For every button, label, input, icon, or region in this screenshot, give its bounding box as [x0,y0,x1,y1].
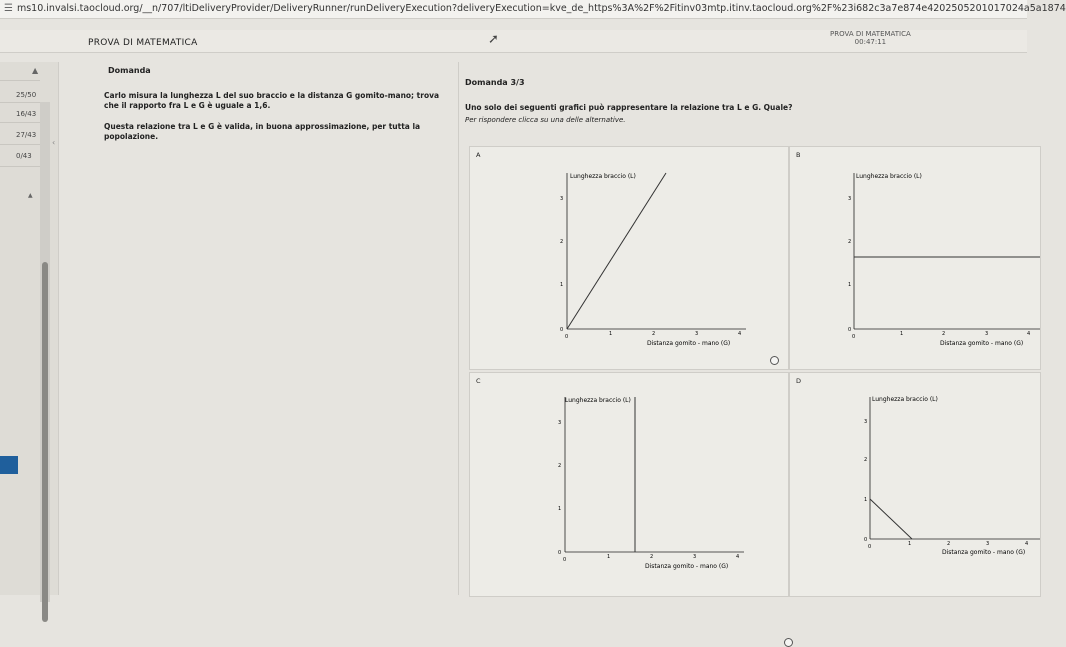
section-navigator [0,62,59,595]
header-info [830,30,911,46]
tick-label-x: 1 [908,541,912,547]
tick-label-x: 2 [652,331,656,337]
test-header [0,30,1027,53]
collapse-panel-icon[interactable]: ‹ [52,138,56,147]
option-b[interactable] [789,146,1041,370]
scroll-up-icon[interactable]: ▲ [28,192,33,199]
question-pane [60,62,450,595]
tick-label-x: 4 [738,331,742,337]
tick-label-x: 4 [1027,331,1031,337]
option-letter: C [476,377,481,385]
graph-c-ylabel: Lunghezza braccio (L) [565,397,631,404]
test-title: PROVA DI MATEMATICA [88,38,198,48]
option-letter: A [476,151,481,159]
question-text-line: Questa relazione tra L e G è valida, in buona approssimazione, per tutta la [104,122,421,131]
graph-b-ylabel: Lunghezza braccio (L) [856,173,922,180]
tick-label-y: 3 [848,196,852,202]
divider [0,102,40,103]
nav-scrollbar[interactable] [40,102,50,602]
tick-label-y: 0 [560,327,564,333]
option-c-radio[interactable] [784,638,793,647]
tick-label-y: 0 [848,327,852,333]
graph-d-xlabel: Distanza gomito - mano (G) [942,549,1026,556]
option-letter: D [796,377,802,385]
graph-c-xlabel: Distanza gomito - mano (G) [645,563,729,570]
tick-label-x: 3 [693,554,697,560]
tick-label-y: 1 [560,282,564,288]
graph-a [470,147,788,369]
scroll-thumb[interactable] [42,262,48,622]
tick-label-y: 1 [558,506,562,512]
tick-label-y: 2 [558,463,562,469]
collapse-up-icon[interactable]: ▲ [32,66,39,75]
tick-label-x: 0 [852,334,856,340]
tick-label-x: 0 [565,334,569,340]
address-bar[interactable] [0,0,1066,19]
graph-b [790,147,1040,369]
answer-instruction: Per rispondere clicca su una delle alternative. [465,116,626,124]
tick-label-x: 2 [942,331,946,337]
option-a-radio[interactable] [770,356,779,365]
tick-label-x: 0 [563,557,567,563]
graph-a-ylabel: Lunghezza braccio (L) [570,173,636,180]
tick-label-x: 4 [736,554,740,560]
tick-label-x: 1 [609,331,613,337]
tick-label-y: 0 [558,550,562,556]
option-a[interactable] [469,146,789,370]
tick-label-x: 3 [986,541,990,547]
tick-label-x: 3 [695,331,699,337]
answer-header: Domanda 3/3 [465,78,525,87]
tick-label-x: 1 [900,331,904,337]
tick-label-y: 2 [864,457,868,463]
tick-label-x: 1 [607,554,611,560]
mouse-cursor-icon: ➚ [488,32,499,47]
tick-label-y: 1 [864,497,868,503]
graph-c [470,373,788,596]
answer-prompt: Uno solo dei seguenti grafici può rappresentare la relazione tra L e G. Quale? [465,103,793,112]
graph-b-xlabel: Distanza gomito - mano (G) [940,340,1024,347]
section-count[interactable]: 27/43 [16,131,37,139]
option-d[interactable] [789,372,1041,597]
header-right-label: PROVA DI MATEMATICA [830,30,911,38]
tick-label-y: 3 [558,420,562,426]
divider [0,122,40,123]
section-count[interactable]: 0/43 [16,152,32,160]
tick-label-x: 2 [947,541,951,547]
tick-label-x: 4 [1025,541,1029,547]
divider [0,80,40,81]
graph-d-ylabel: Lunghezza braccio (L) [872,396,938,403]
answer-pane [458,62,1031,595]
graph-d [790,373,1040,596]
tick-label-x: 2 [650,554,654,560]
option-c[interactable] [469,372,789,597]
url-text[interactable]: ms10.invalsi.taocloud.org/__n/707/ltiDeliveryProvider/DeliveryRunner/runDeliveryExecution?deliveryExecution=kve_de_https%3A%2F%2Fitinv03mtp.itinv.taocloud.org%2F%23i682c3a7e874e4202505201017024a5a1874 [16,3,1066,14]
option-letter: B [796,151,801,159]
tick-label-y: 0 [864,537,868,543]
divider [0,166,40,167]
tick-label-y: 3 [560,196,564,202]
tick-label-y: 1 [848,282,852,288]
question-header: Domanda [108,66,151,75]
tick-label-y: 3 [864,419,868,425]
graph-d-line [870,499,912,539]
timer: 00:47:11 [854,38,887,46]
tick-label-y: 2 [560,239,564,245]
divider [0,144,40,145]
question-text-line: popolazione. [104,132,159,141]
section-count[interactable]: 16/43 [16,110,37,118]
tick-label-x: 3 [985,331,989,337]
tick-label-y: 2 [848,239,852,245]
current-item-marker [0,456,18,474]
question-text-line: Carlo misura la lunghezza L del suo braccio e la distanza G gomito-mano; trova [104,91,440,100]
question-text-line: che il rapporto fra L e G è uguale a 1,6. [104,101,271,110]
site-info-icon[interactable]: ☰ [4,3,13,14]
section-count[interactable]: 25/50 [16,91,37,99]
graph-a-xlabel: Distanza gomito - mano (G) [647,340,731,347]
graph-a-line [567,173,666,329]
tick-label-x: 0 [868,544,872,550]
